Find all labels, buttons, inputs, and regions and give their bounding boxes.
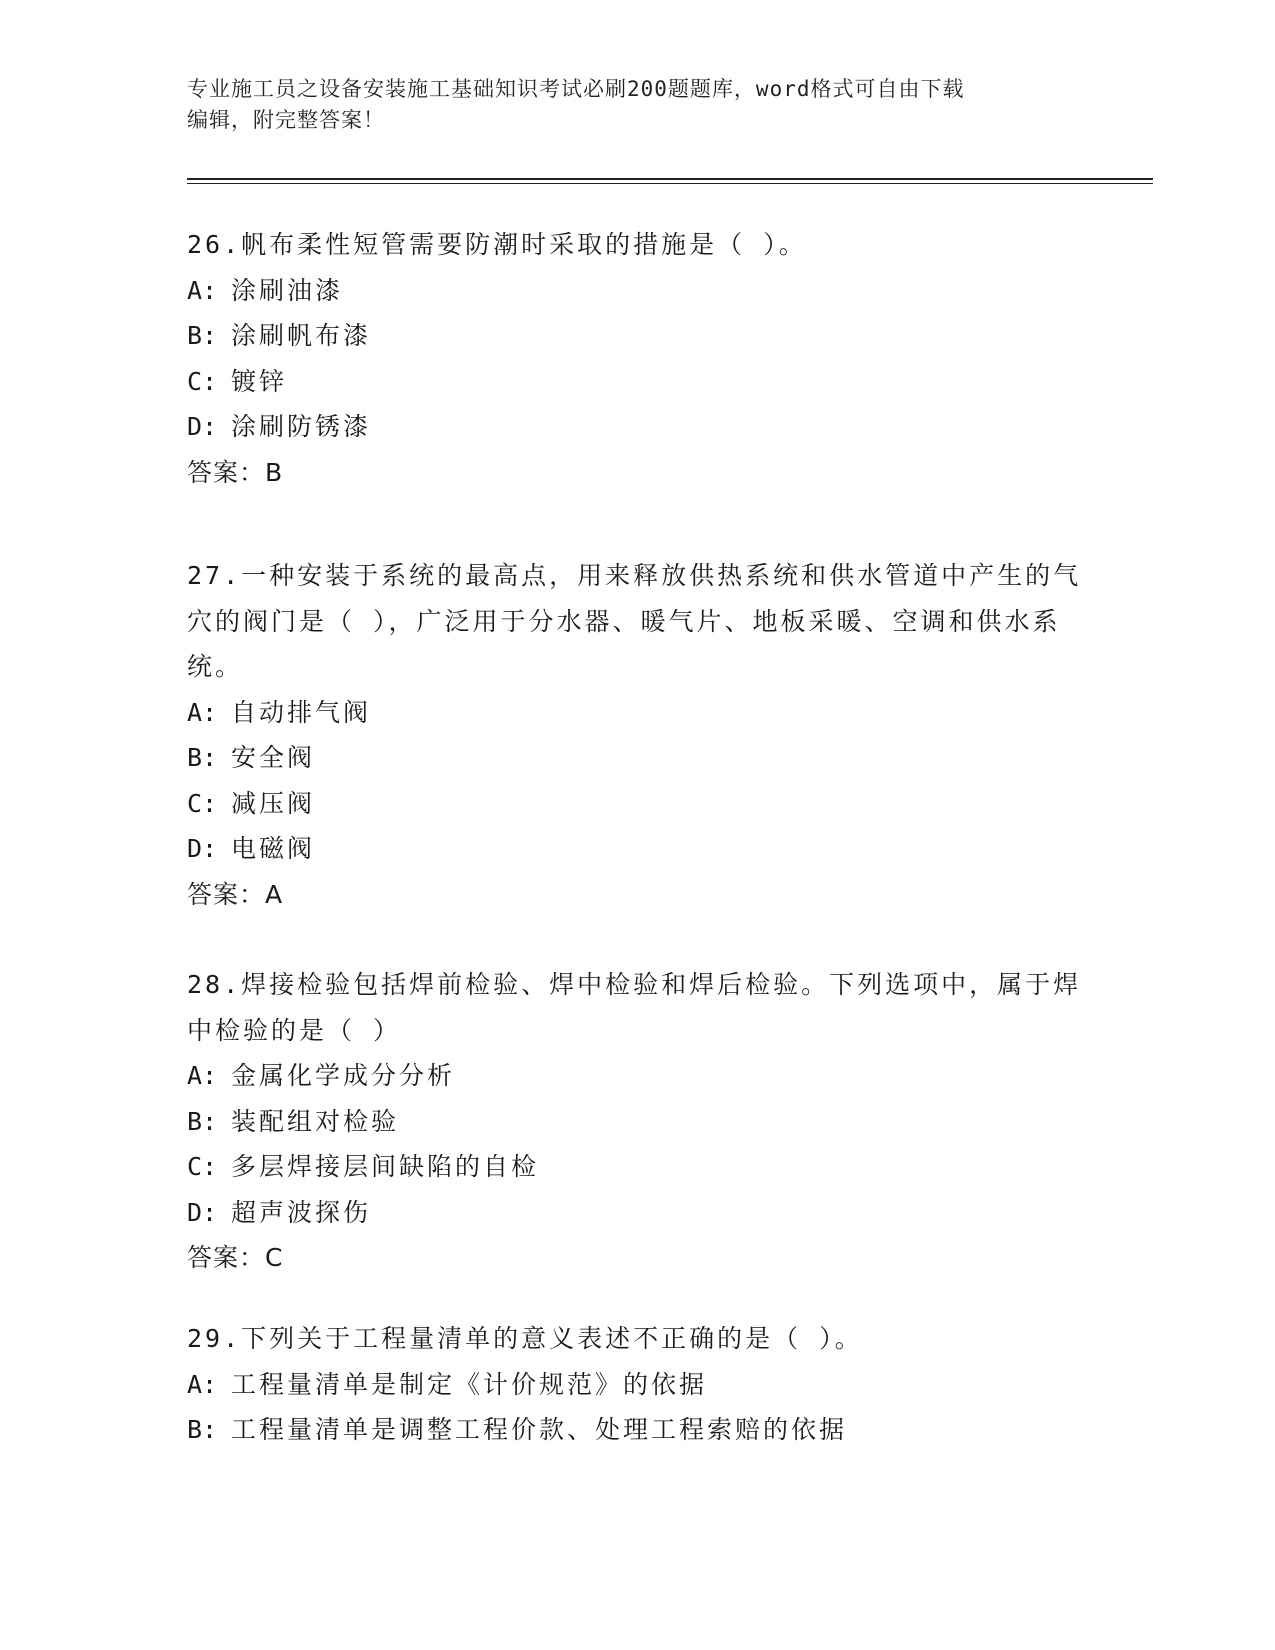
option-a [187, 1053, 1087, 1099]
option-a [187, 690, 1087, 736]
option-text: 多层焊接层间缺陷的自检 [231, 1152, 540, 1181]
option-key: D: [187, 834, 218, 863]
question-27 [187, 553, 1087, 917]
option-key: D: [187, 1197, 218, 1227]
option-text: 超声波探伤 [231, 1197, 372, 1227]
option-text: 减压阀 [231, 788, 316, 818]
option-d [187, 826, 1087, 872]
option-key: C: [187, 1152, 218, 1181]
answer-line: 答案：B [187, 457, 284, 487]
option-key: B: [187, 1106, 218, 1136]
option-c [187, 781, 1087, 827]
option-d [187, 404, 1087, 450]
option-text: 安全阀 [231, 743, 316, 772]
header-line-2: 编辑，附完整答案！ [187, 108, 385, 132]
option-d [187, 1190, 1087, 1236]
question-29 [187, 1316, 1087, 1453]
option-key: B: [187, 743, 218, 772]
option-b [187, 1407, 1087, 1453]
option-key: C: [187, 366, 218, 396]
question-stem: 29.下列关于工程量清单的意义表述不正确的是（ ）。 [187, 1324, 863, 1353]
option-text: 涂刷帆布漆 [231, 321, 372, 350]
option-c [187, 359, 1087, 405]
question-26 [187, 222, 1087, 495]
option-key: B: [187, 321, 218, 350]
option-text: 镀锌 [231, 366, 288, 396]
option-key: C: [187, 788, 218, 818]
question-stem: 26.帆布柔性短管需要防潮时采取的措施是（ ）。 [187, 230, 807, 259]
option-key: A: [187, 1369, 218, 1399]
question-28 [187, 962, 1087, 1281]
option-key: A: [187, 275, 218, 305]
option-text: 装配组对检验 [231, 1106, 400, 1136]
option-b [187, 1099, 1087, 1145]
option-a [187, 1362, 1087, 1408]
option-text: 金属化学成分分析 [231, 1061, 456, 1090]
option-key: B: [187, 1415, 218, 1444]
option-key: D: [187, 412, 218, 441]
document-header [187, 74, 1067, 136]
option-key: A: [187, 1061, 218, 1090]
header-line-1: 专业施工员之设备安装施工基础知识考试必刷200题题库，word格式可自由下载 [187, 77, 965, 101]
option-text: 电磁阀 [231, 834, 316, 863]
option-text: 工程量清单是调整工程价款、处理工程索赔的依据 [231, 1415, 848, 1444]
option-text: 自动排气阀 [231, 697, 372, 727]
answer-line: 答案：C [187, 1243, 284, 1272]
option-text: 工程量清单是制定《计价规范》的依据 [231, 1369, 708, 1399]
answer-line: 答案：A [187, 879, 284, 909]
question-stem: 27.一种安装于系统的最高点，用来释放供热系统和供水管道中产生的气穴的阀门是（ ），广泛用于分水器、暖气片、地板采暖、空调和供水系统。 [187, 561, 1082, 681]
option-b [187, 735, 1087, 781]
option-key: A: [187, 697, 218, 727]
option-text: 涂刷防锈漆 [231, 412, 372, 441]
option-text: 涂刷油漆 [231, 275, 344, 305]
option-a [187, 268, 1087, 314]
header-divider-thin [187, 183, 1153, 184]
option-b [187, 313, 1087, 359]
question-stem: 28.焊接检验包括焊前检验、焊中检验和焊后检验。下列选项中，属于焊中检验的是（ ） [187, 970, 1082, 1045]
header-divider-thick [187, 178, 1153, 180]
option-c [187, 1144, 1087, 1190]
